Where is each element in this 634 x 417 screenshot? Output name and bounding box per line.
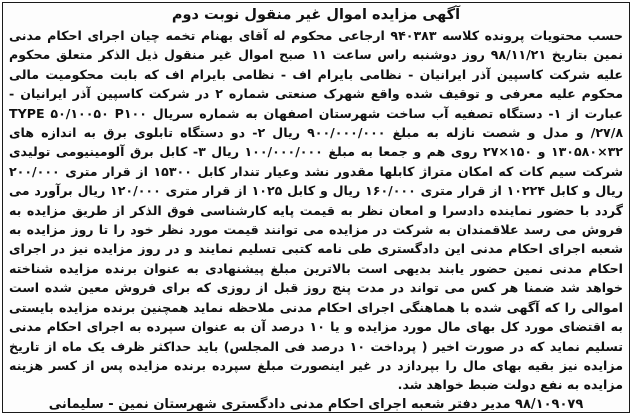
notice-title: آگهی مزایده اموال غیر منقول نوبت دوم <box>171 7 461 23</box>
notice-body: حسب محتویات پرونده کلاسه ۹۴۰۳۸۳ ارجاعی محکوم له آقای بهنام تخمه چیان اجرای احکام مدنی نمین بتاریخ ۹۸/۱۱/۲۱ روز دوشنبه راس ساعت ۱۱ صبح اموال غیر منقول ذیل الذکر متعلق محکوم علیه شرکت کاسپین آذر ایرانیان - نظامی بایرام اف - نظامی بایرام اف که بابت محکومیت مالی محکوم علیه معرفی و توقیف شده واقع شهرک صنعتی شماره ۲ در شرکت کاسپین آذر ایرانیان - عبارت از ۱- دستگاه تصفیه آب ساخت شهرستان اصفهان به شماره سریال TYPE ۵۰/۱۰۰۵۰ P۱۰۰ ۲۷/۸/ و مدل و شصت نازله به مبلغ ۹۰۰/۰۰۰/۰۰۰ ریال ۲- دو دستگاه تابلوی برق به اندازه های ۳۲×۱۳۰۵۸۰ و ۱۵۰×۲۷ روی هم و جمعا به مبلغ ۱۰۰/۰۰۰/۰۰۰ ریال ۳- کابل برق آلومینیومی تولیدی شرکت سیم کات که امکان متراژ کابلها مقدور نشد وعیار تندار کابل ۱۵۳۰۰ از قرار متری ۲۰۰/۰۰۰ ریال و کابل ۱۰۲۲۴ از قرار متری ۱۶۰/۰۰۰ ریال و کابل ۱۰۲۵ از قرار متری ۱۲۰/۰۰۰ ریال برآورد می گردد با حضور نماینده دادسرا و امعان نظر به قیمت پایه کارشناسی فوق الذکر از طریق مزایده به فروش می رسد علاقمندان به شرکت در مزایده می توانند قیمت مورد نظر خود را تا روز مزایده به شعبه اجرای احکام مدنی این دادگستری طی نامه کتبی تسلیم نمایند و در روز مزایده نیز در اجرای احکام مدنی نمین حضور یابند بدیهی است بالاترین مبلغ پیشنهادی به عنوان برنده مزایده شناخته خواهد شد ضمنا هر کس می تواند در مدت پنج روز قبل از روزی که برای فروش معین شده است اموالی را که آگهی شده با هماهنگی اجرای احکام مدنی ملاحظه نماید همچنین برنده مزایده بایستی به اقتضای مورد کل بهای مال مورد مزایده و یا ۱۰ درصد آن به عنوان سپرده به اجرای احکام مدنی تسلیم نماید که در صورت اخیر ( پرداخت ۱۰ درصد فی المجلس) باید حداکثر ظرف یک ماه از تاریخ مزایده نیز بقیه بهای مال را بپردازد در غیر اینصورت مبلغ سپرده برنده مزایده پس از کسر هزینه مزایده به نفع دولت ضبط خواهد شد. <box>9 28 624 393</box>
notice-footer: ۹۸/۱۰۹۰۷۹ مدیر دفتر شعبه اجرای احکام مدنی دادگستری شهرستان نمین - سلیمانی <box>48 396 584 412</box>
auction-notice <box>2 2 630 413</box>
